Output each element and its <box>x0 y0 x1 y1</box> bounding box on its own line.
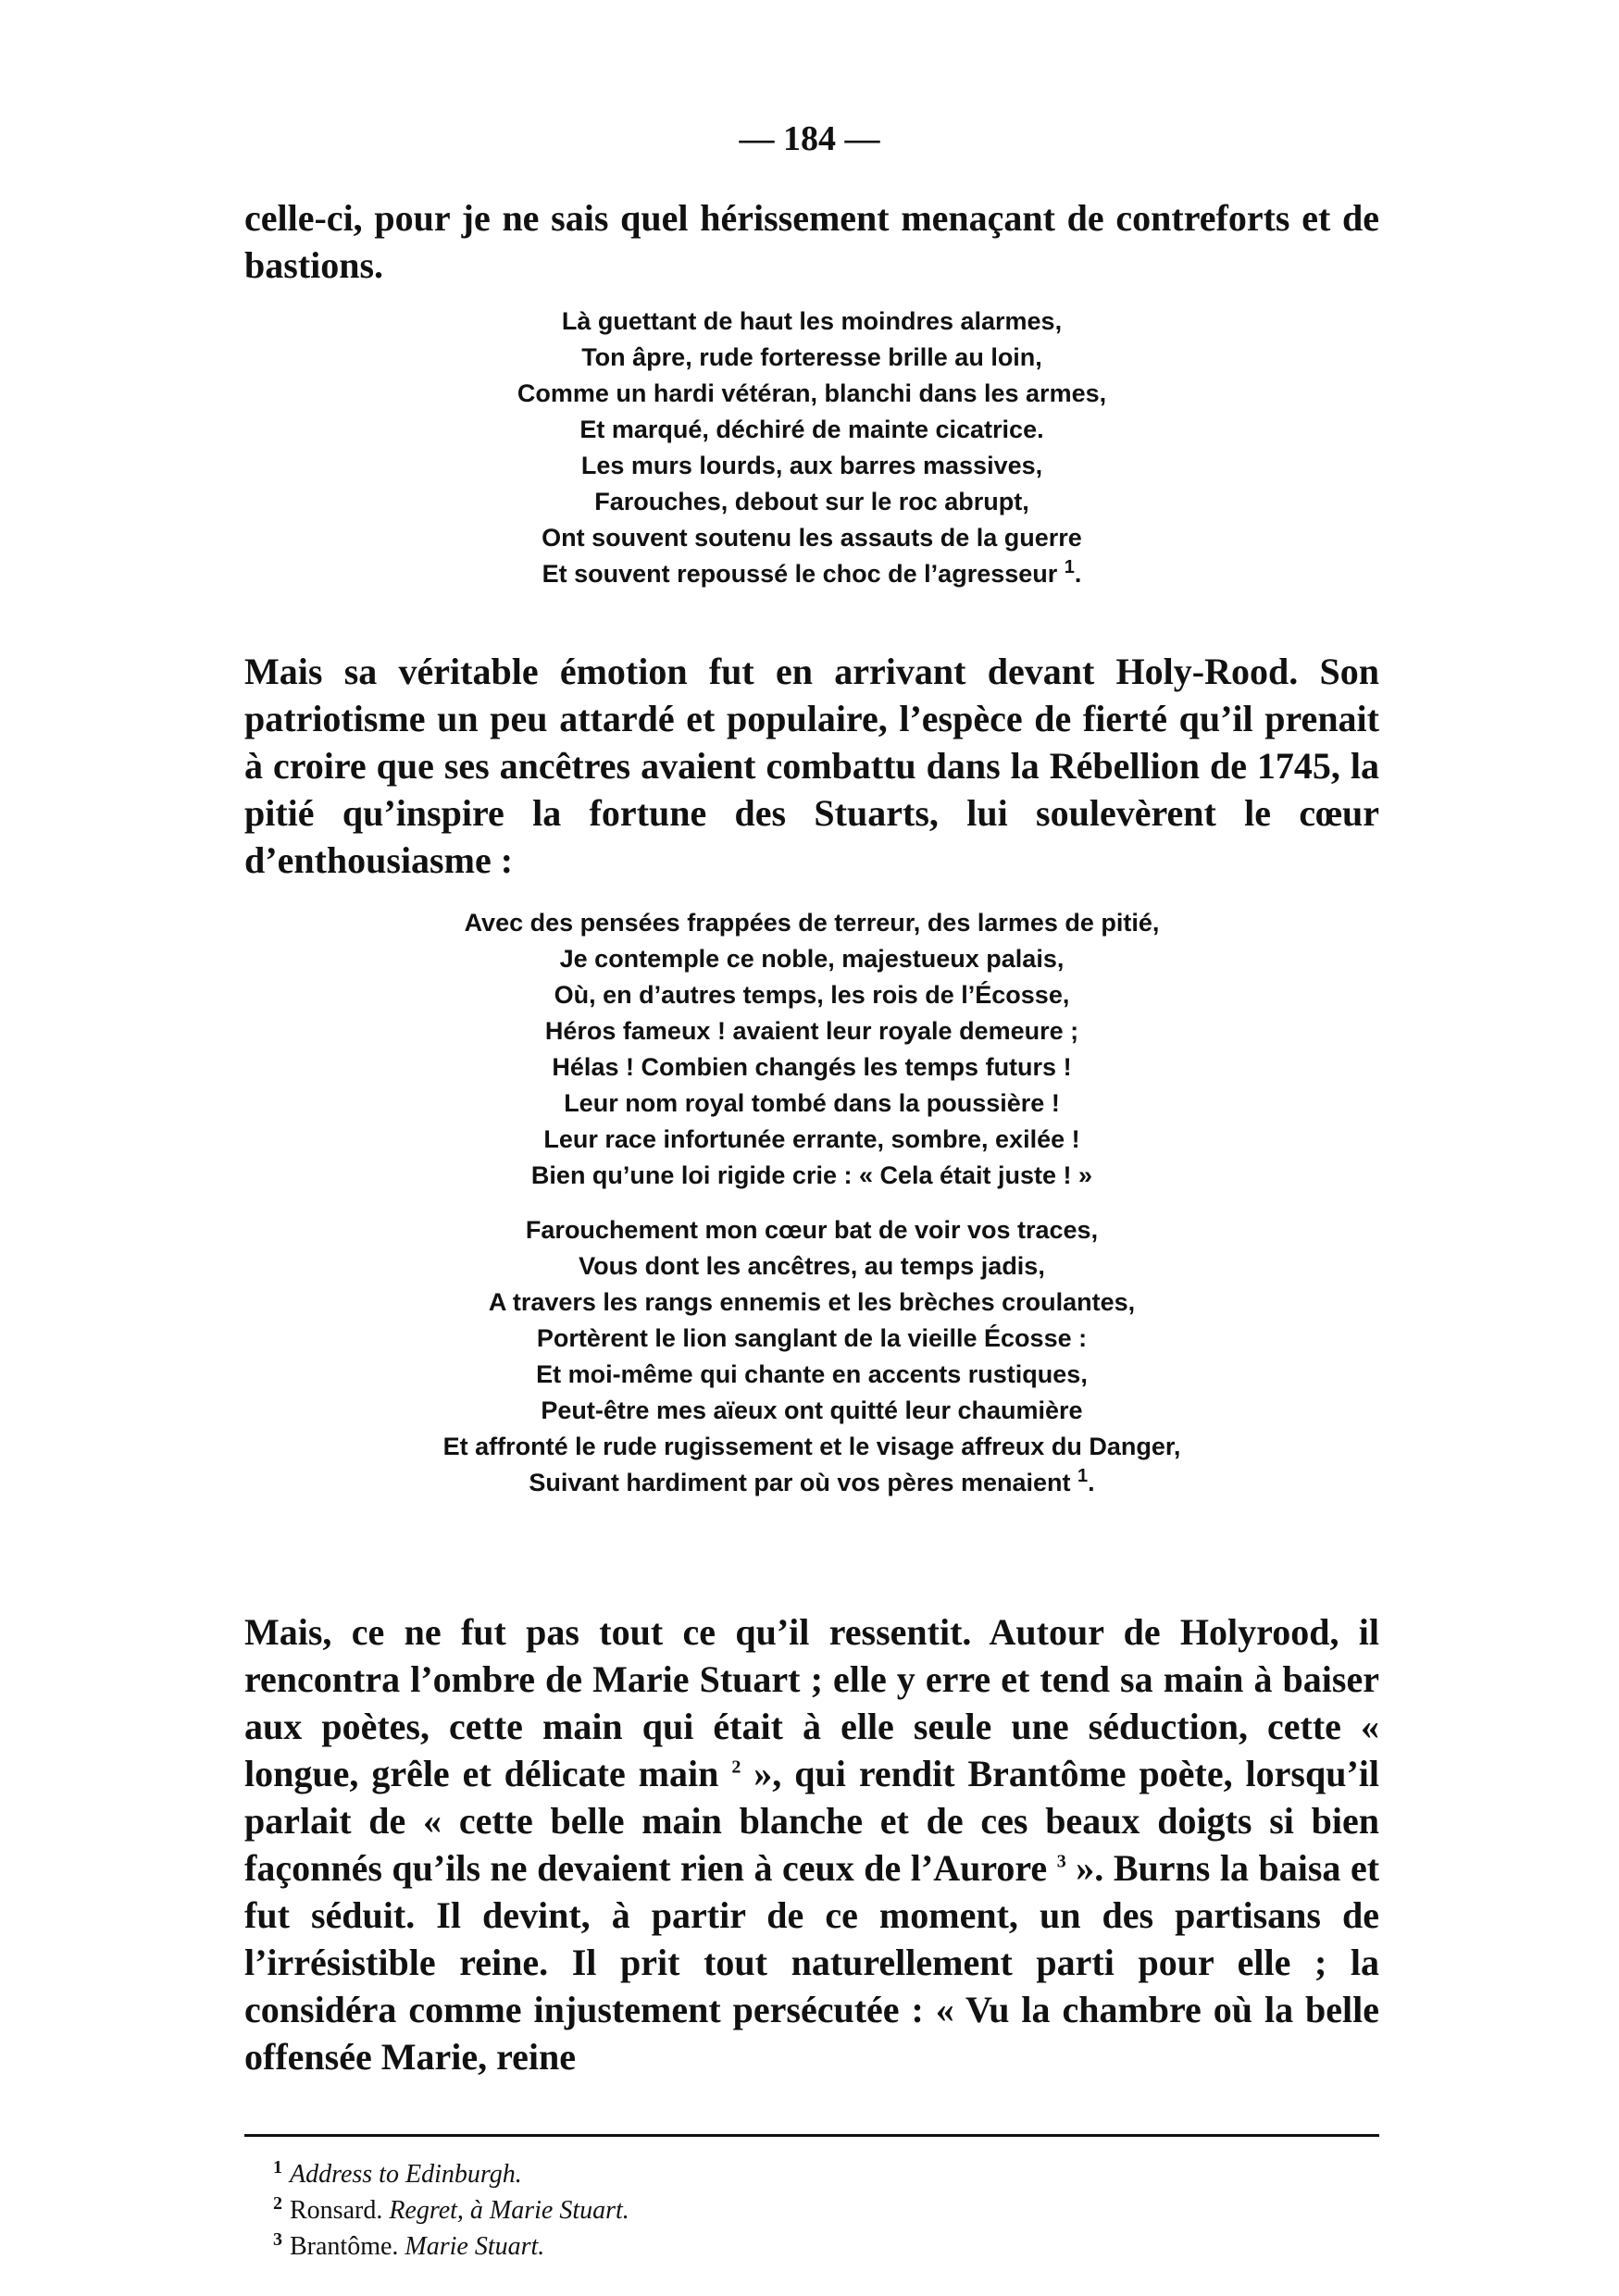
footnote-author: Brantôme. <box>290 2232 399 2261</box>
verse-line: Peut-être mes aïeux ont quitté leur chaumière <box>541 1396 1083 1424</box>
footnote-1 <box>273 2156 1291 2192</box>
verse-line: Hélas ! Combien changés les temps futurs ! <box>552 1053 1072 1081</box>
footnote-title: Marie Stuart. <box>405 2232 545 2261</box>
verse-line: Je contemple ce noble, majestueux palais, <box>559 945 1065 973</box>
poem-2 <box>244 905 1379 1501</box>
paragraph-3-text-3: ». Burns la baisa et fut séduit. Il devint, à partir de ce moment, un des partisans de l’irrésistible reine. Il prit tout naturellement parti pour elle ; la considéra comme injustement persécutée : « Vu la chambre où la belle offensée Marie, reine <box>244 1847 1380 2078</box>
verse-line: Héros fameux ! avaient leur royale demeure ; <box>544 1017 1079 1045</box>
verse-line: Et affronté le rude rugissement et le visage affreux du Danger, <box>442 1433 1181 1460</box>
paragraph-3 <box>244 1608 1379 2080</box>
page-number: — 184 — <box>739 119 880 158</box>
footnote-title: Address to Edinburgh. <box>290 2160 522 2189</box>
verse-line: Et moi-même qui chante en accents rustiques, <box>536 1360 1088 1388</box>
footnote-mark: 1 <box>273 2156 282 2178</box>
footnote-divider <box>244 2134 1379 2137</box>
verse-line: Là guettant de haut les moindres alarmes, <box>561 307 1063 335</box>
verse-line: Ont souvent soutenu les assauts de la guerre <box>542 524 1082 552</box>
verse-line: Les murs lourds, aux barres massives, <box>580 452 1043 479</box>
verse-line: Suivant hardiment par où vos pères menaient $^1$. <box>529 1466 1095 1496</box>
footnote-mark: 3 <box>273 2228 282 2250</box>
footnote-ref: 1 <box>1077 1466 1089 1486</box>
verse-line: Et souvent repoussé le choc de l’agresseur $^1$. <box>542 557 1082 588</box>
footnote-title: Regret, à Marie Stuart. <box>389 2196 629 2225</box>
verse-line-text: Suivant hardiment par où vos pères menaient <box>529 1469 1071 1496</box>
paragraph-3-text-2: », qui rendit Brantôme poète, lorsqu’il parlait de « cette belle main blanche et de ces beaux doigts si bien façonnés qu’ils ne devaient rien à ceux de l’Aurore <box>244 1753 1380 1889</box>
verse-line: Comme un hardi vétéran, blanchi dans les armes, <box>517 379 1107 407</box>
stanza-gap <box>244 1194 1379 1212</box>
verse-line: Ton âpre, rude forteresse brille au loin, <box>581 343 1042 371</box>
footnote-mark: 2 <box>273 2192 282 2214</box>
verse-line: Farouchement mon cœur bat de voir vos traces, <box>525 1216 1099 1244</box>
footnote-2 <box>273 2192 1291 2228</box>
verse-line: Et marqué, déchiré de mainte cicatrice. <box>579 416 1044 443</box>
paragraph-1: celle-ci, pour je ne sais quel hérissement menaçant de contreforts et de bastions. <box>244 197 1379 286</box>
verse-line: Farouches, debout sur le roc abrupt, <box>594 488 1029 515</box>
verse-line: Avec des pensées frappées de terreur, des larmes de pitié, <box>464 909 1160 937</box>
verse-line: Où, en d’autres temps, les rois de l’Écosse, <box>554 981 1070 1009</box>
footnotes <box>273 2156 1291 2265</box>
verse-line: A travers les rangs ennemis et les brèches croulantes, <box>488 1288 1136 1316</box>
verse-line: Portèrent le lion sanglant de la vieille Écosse : <box>536 1324 1088 1352</box>
verse-line-text: Et souvent repoussé le choc de l’agresseur <box>542 560 1058 588</box>
footnote-ref: 1 <box>1064 557 1075 577</box>
poem-1 <box>244 304 1379 592</box>
footnote-author: Ronsard. <box>290 2196 383 2225</box>
paragraph-2: Mais sa véritable émotion fut en arrivant devant Holy-Rood. Son patriotisme un peu attardé et populaire, l’espèce de fierté qu’il prenait à croire que ses ancêtres avaient combattu dans la Rébellion de 1745, la pitié qu’inspire la fortune des Stuarts, lui soulevèrent le cœur d’enthousiasme : <box>244 651 1379 881</box>
footnote-ref: 3 <box>1056 1851 1066 1872</box>
verse-line: Vous dont les ancêtres, au temps jadis, <box>579 1252 1045 1280</box>
paragraph-3-text-1: Mais, ce ne fut pas tout ce qu’il ressentit. Autour de Holyrood, il rencontra l’ombre de Marie Stuart ; elle y erre et tend sa main à baiser aux poètes, cette main qui était à elle seule une séduction, cette « longue, grêle et délicate main <box>244 1611 1379 1794</box>
verse-line: Bien qu’une loi rigide crie : « Cela était juste ! » <box>530 1161 1093 1189</box>
verse-line: Leur race infortunée errante, sombre, exilée ! <box>543 1125 1080 1153</box>
footnote-3 <box>273 2228 1291 2265</box>
footnote-ref: 2 <box>731 1756 741 1778</box>
verse-line: Leur nom royal tombé dans la poussière ! <box>564 1089 1060 1117</box>
